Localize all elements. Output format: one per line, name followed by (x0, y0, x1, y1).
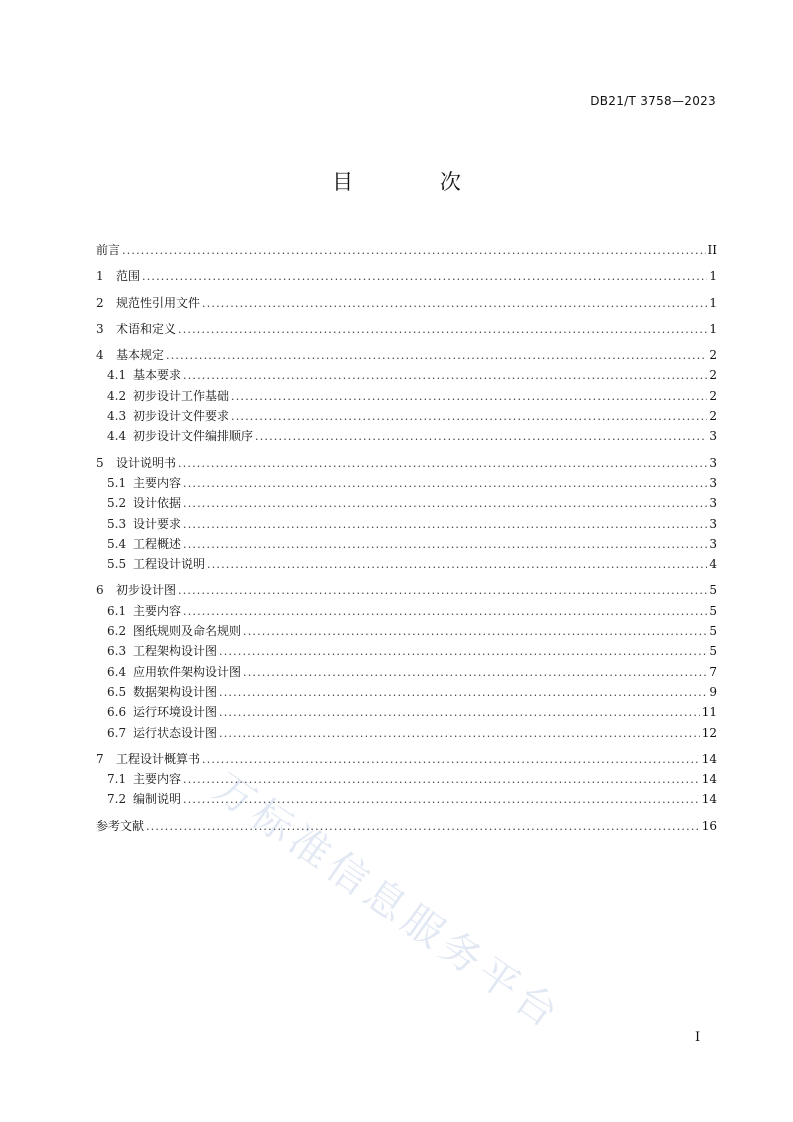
toc-entry[interactable] (96, 749, 717, 769)
toc-entry-label: 工程概述 (133, 536, 182, 551)
toc-leader-dots (243, 663, 707, 683)
toc-leader-dots (231, 387, 707, 407)
toc-entry[interactable] (96, 702, 717, 722)
toc-entry-label: 应用软件架构设计图 (133, 664, 242, 679)
toc-entry-number: 5.4 (107, 536, 127, 551)
toc-entry[interactable] (96, 514, 717, 534)
toc-leader-dots (183, 515, 707, 535)
toc-entry[interactable] (96, 319, 717, 339)
toc-leader-dots (146, 817, 700, 837)
toc-leader-dots (219, 683, 707, 703)
toc-entry-page: 16 (701, 818, 717, 833)
toc-entry-page: 3 (709, 536, 717, 551)
toc-entry[interactable] (96, 662, 717, 682)
toc-entry-page: 7 (709, 664, 717, 679)
toc-entry-number: 7.2 (107, 792, 127, 807)
toc-entry-number: 5 (96, 455, 104, 470)
toc-leader-dots (202, 750, 700, 770)
toc-entry[interactable] (96, 769, 717, 789)
toc-entry-label: 基本要求 (133, 368, 182, 383)
toc-entry-label: 初步设计文件编排顺序 (133, 429, 254, 444)
toc-leader-dots (178, 454, 707, 474)
toc-entry[interactable] (96, 789, 717, 809)
toc-entry[interactable] (96, 534, 717, 554)
toc-entry[interactable] (96, 406, 717, 426)
standard-code: DB21/T 3758—2023 (590, 94, 716, 108)
toc-leader-dots (231, 407, 707, 427)
toc-entry-number: 6.4 (107, 664, 127, 679)
toc-leader-dots (183, 770, 700, 790)
toc-entry-label: 主要内容 (133, 603, 182, 618)
toc-entry-page: II (707, 243, 717, 257)
toc-entry-number: 6 (96, 583, 104, 598)
toc-entry-label: 运行环境设计图 (133, 705, 218, 720)
toc-entry-label: 主要内容 (133, 475, 182, 490)
toc-entry-label: 工程设计概算书 (116, 751, 201, 766)
toc-leader-dots (183, 474, 707, 494)
toc-entry-page: 2 (709, 388, 717, 403)
toc-entry-page: 14 (701, 772, 717, 787)
toc-entry-page: 11 (701, 705, 717, 720)
toc-entry-number: 6.7 (107, 725, 127, 740)
toc-leader-dots (142, 267, 707, 287)
toc-entry-page: 3 (709, 429, 717, 444)
toc-leader-dots (178, 320, 707, 340)
toc-entry-label: 范围 (116, 269, 141, 284)
toc-entry-number: 3 (96, 321, 104, 336)
toc-entry-page: 9 (709, 684, 717, 699)
toc-entry-label: 参考文献 (96, 818, 145, 833)
toc-entry[interactable] (96, 293, 717, 313)
toc-entry-number: 4.4 (107, 429, 127, 444)
toc-leader-dots (183, 494, 707, 514)
toc-entry[interactable] (96, 453, 717, 473)
toc-entry-number: 5.1 (107, 475, 127, 490)
toc-entry-page: 5 (709, 644, 717, 659)
table-of-contents (96, 240, 717, 836)
toc-entry[interactable] (96, 426, 717, 446)
toc-entry[interactable] (96, 240, 717, 260)
toc-entry-page: 1 (709, 321, 717, 336)
toc-leader-dots (183, 602, 707, 622)
toc-entry-number: 6.1 (107, 603, 127, 618)
toc-entry-number: 6.5 (107, 684, 127, 699)
toc-entry-label: 编制说明 (133, 792, 182, 807)
toc-leader-dots (207, 555, 707, 575)
toc-entry-page: 2 (709, 348, 717, 363)
toc-leader-dots (122, 241, 706, 261)
toc-entry-number: 6.2 (107, 624, 127, 639)
toc-entry-page: 12 (701, 725, 717, 740)
toc-entry-number: 4 (96, 348, 104, 363)
toc-entry[interactable] (96, 493, 717, 513)
toc-entry[interactable] (96, 386, 717, 406)
toc-entry-label: 工程架构设计图 (133, 644, 218, 659)
toc-entry-page: 3 (709, 516, 717, 531)
toc-entry-label: 术语和定义 (116, 321, 177, 336)
toc-entry-label: 前言 (96, 243, 121, 257)
toc-entry-number: 5.3 (107, 516, 127, 531)
toc-entry[interactable] (96, 816, 717, 836)
toc-leader-dots (202, 294, 707, 314)
toc-entry-number: 2 (96, 295, 104, 310)
toc-leader-dots (255, 427, 707, 447)
toc-entry-number: 6.6 (107, 705, 127, 720)
toc-entry-page: 5 (709, 603, 717, 618)
toc-entry[interactable] (96, 682, 717, 702)
toc-entry-label: 主要内容 (133, 772, 182, 787)
toc-entry-label: 初步设计图 (116, 583, 177, 598)
page-number: I (695, 1030, 701, 1045)
toc-entry-label: 初步设计文件要求 (133, 409, 230, 424)
toc-leader-dots (243, 622, 707, 642)
toc-entry-label: 初步设计工作基础 (133, 388, 230, 403)
toc-entry-page: 1 (709, 295, 717, 310)
toc-entry-page: 2 (709, 368, 717, 383)
toc-entry-number: 1 (96, 269, 104, 284)
watermark: 万标准信息服务平台 (204, 764, 571, 1040)
toc-entry[interactable] (96, 641, 717, 661)
toc-entry-label: 图纸规则及命名规则 (133, 624, 242, 639)
toc-entry-page: 5 (709, 624, 717, 639)
toc-leader-dots (178, 581, 707, 601)
toc-entry-label: 工程设计说明 (133, 557, 206, 572)
toc-leader-dots (183, 790, 700, 810)
toc-entry-number: 5.2 (107, 496, 127, 511)
toc-entry[interactable] (96, 345, 717, 365)
toc-entry-number: 7 (96, 751, 104, 766)
toc-leader-dots (183, 535, 707, 555)
toc-leader-dots (219, 642, 707, 662)
toc-entry-number: 4.1 (107, 368, 127, 383)
toc-entry-label: 设计依据 (133, 496, 182, 511)
toc-entry[interactable] (96, 723, 717, 743)
toc-entry-label: 设计要求 (133, 516, 182, 531)
toc-entry-page: 3 (709, 455, 717, 470)
toc-entry-number: 4.3 (107, 409, 127, 424)
toc-entry[interactable] (96, 601, 717, 621)
toc-entry-page: 4 (709, 557, 717, 572)
toc-entry-page: 2 (709, 409, 717, 424)
toc-entry-page: 14 (701, 792, 717, 807)
toc-leader-dots (219, 703, 700, 723)
toc-entry-page: 3 (709, 496, 717, 511)
toc-entry[interactable] (96, 365, 717, 385)
toc-leader-dots (219, 724, 700, 744)
toc-entry-number: 5.5 (107, 557, 127, 572)
toc-entry-page: 5 (709, 583, 717, 598)
toc-entry-number: 7.1 (107, 772, 127, 787)
toc-entry-label: 设计说明书 (116, 455, 177, 470)
toc-leader-dots (183, 366, 707, 386)
page-title: 目 次 (332, 170, 501, 194)
toc-entry[interactable] (96, 621, 717, 641)
toc-entry[interactable] (96, 473, 717, 493)
toc-entry-number: 6.3 (107, 644, 127, 659)
toc-entry-label: 基本规定 (116, 348, 165, 363)
toc-entry[interactable] (96, 554, 717, 574)
toc-entry-page: 3 (709, 475, 717, 490)
toc-entry[interactable] (96, 580, 717, 600)
toc-entry-number: 4.2 (107, 388, 127, 403)
toc-entry-label: 规范性引用文件 (116, 295, 201, 310)
toc-entry[interactable] (96, 266, 717, 286)
toc-entry-label: 数据架构设计图 (133, 684, 218, 699)
toc-entry-page: 1 (709, 269, 717, 284)
toc-entry-label: 运行状态设计图 (133, 725, 218, 740)
toc-entry-page: 14 (701, 751, 717, 766)
toc-leader-dots (166, 346, 707, 366)
